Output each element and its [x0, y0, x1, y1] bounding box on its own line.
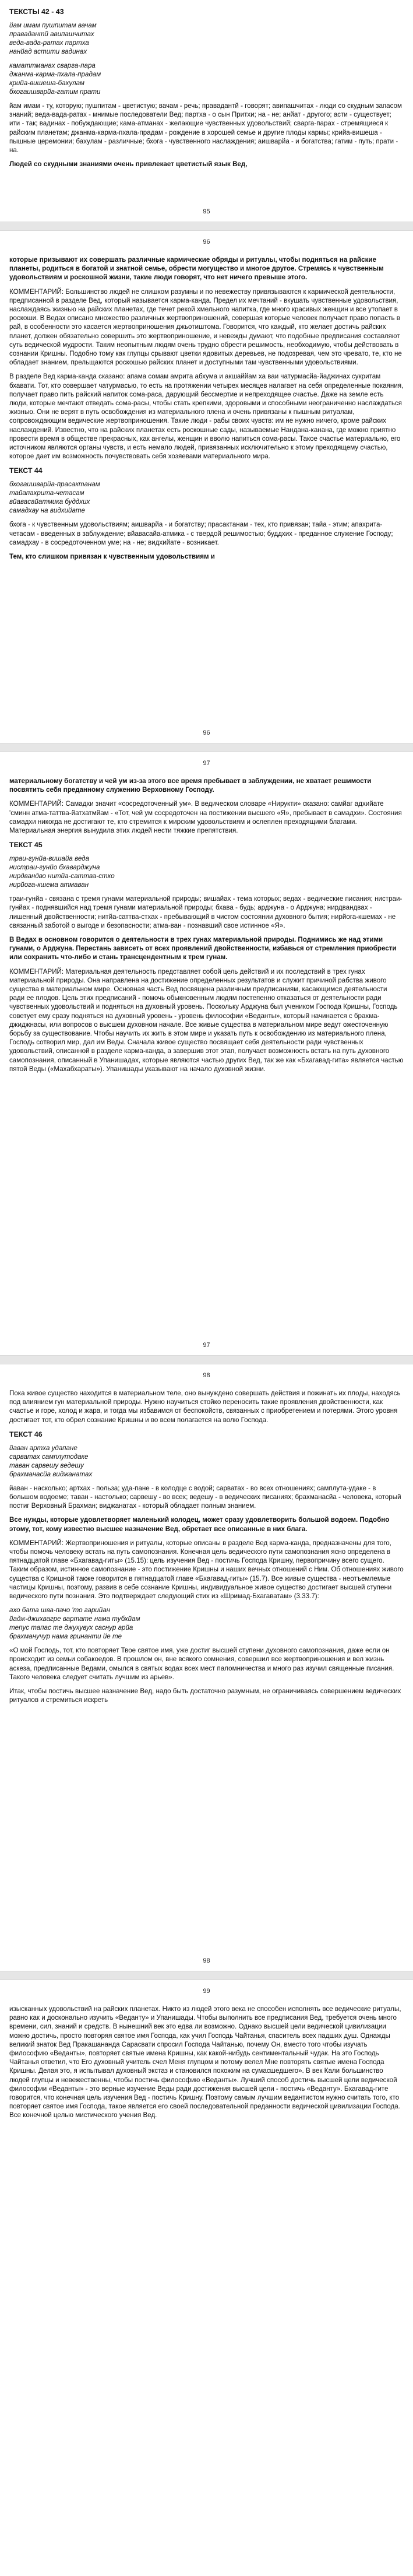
verse-line: нирйога-кшема атмаван — [9, 881, 89, 889]
verse-line: нирдвандво нитйа-саттва-стхо — [9, 872, 115, 880]
book-page-96 — [0, 231, 413, 743]
translation: Тем, кто слишком привязан к чувственным удовольствиям и — [9, 553, 215, 561]
book-page-98 — [0, 1364, 413, 1971]
translation-continued: материальному богатству и чей ум из-за этого все время пребывает в заблуждении, не хватает решимости посвятить себя преданному служению Верховному Господу. — [9, 777, 372, 794]
sanskrit-verse — [9, 480, 404, 515]
page-number: 97 — [203, 760, 210, 767]
verse-line: бхогаишварйа-гатим прати — [9, 88, 101, 96]
section-heading: ТЕКСТ 44 — [9, 466, 43, 475]
verse-line: ахо бата шва-пачо 'то гарийан — [9, 1606, 111, 1615]
commentary-paragraph: «О мой Господь, тот, кто повторяет Твое святое имя, уже достиг высшей ступени духовного самопознания, даже если он происходит из семьи собакоедов. В прошлом он, вне всякого сомнения, совершил все жертвоприношения и вел жизнь аскеза, предписанные Ведами, омылся в святых водах всех мест паломничества и много раз изучил священные писания. Такого человека следует считать лучшим из арьев». — [9, 1647, 394, 1681]
verse-line: каматтманах сварга-пара — [9, 62, 96, 69]
verse-line: брахманасйа виджанатах — [9, 1470, 93, 1478]
verse-line: нистраи-гунйо бхаварджуна — [9, 864, 100, 872]
page-number-footer: 98 — [203, 1957, 210, 1964]
page-separator — [0, 743, 413, 752]
sanskrit-verse — [9, 21, 404, 56]
verse-line: правадантй авипашчитах — [9, 30, 94, 38]
word-for-word: йам имам - ту, которую; пушпитам - цветистую; вачам - речь; правадантй - говорят; авипашчитах - люди со скудным запасом знаний; веда-вада-ратах - мнимые последователи Вед; партха - о сын Притхи; на - не; анйат - другого; асти - существует; ити - так; вадинах - побуждающие; кама-атманах - желающие чувственных удовольствий; сварга-парах - стремящиеся к райским планетам; джанма-карма-пхала-прадам - рождение в хорошей семье и другие плоды кармы; крийа-вишеша - пышные церемонии; бахулам - различные; бхога - чувственного наслаждения; аишварйа - и богатства; гатим - путь; прати - на. — [9, 102, 402, 155]
page-number-footer: 97 — [203, 1342, 210, 1349]
page-separator — [0, 1971, 413, 1980]
verse-line: траи-гунйа-вишайа веда — [9, 855, 90, 863]
verse-line: крийа-вишеша-бахулам — [9, 79, 84, 87]
verse-line: бхогаишварйа-прасактанам — [9, 480, 100, 489]
commentary-paragraph: Пока живое существо находится в материальном теле, оно вынуждено совершать действия и пожинать их плоды, находясь под влиянием гун материальной природы. Нужно научиться стойко переносить такие проявления двойственности, как счастье и горе, холод и жара, и тогда мы избавимся от беспокойств, связанных с приобретением и потерями. Этого уровня достигает тот, кто обрел сознание Кришны и во всем полагается на волю Господа. — [9, 1389, 401, 1424]
word-for-word: траи-гунйа - связана с тремя гунами материальной природы; вишайах - тема которых; ведах - ведические писания; нистраи-гунйах - поднявшийся над тремя гунами материальной природы; бхава - будь; арджуна - о Арджуна; нирдвандвах - лишенный двойственности; нитйа-саттва-стхах - пребывающий в чистом состоянии духовного бытия; нирйога-кшемах - не связанный заботой о выгоде и безопасности; атма-ван - познавший свое истинное «Я». — [9, 895, 403, 929]
word-for-word: йаван - насколько; артхах - польза; уда-пане - в колодце с водой; сарватах - во всех отношениях; самплута-удаке - в большом водоеме; таван - настолько; сарвешу - во всех; ведешу - в ведических писаниях; брахманасйа - человека, который постиг Верховный Брахман; виджанатах - который обладает полным знанием. — [9, 1484, 401, 1510]
commentary-paragraph: В разделе Вед карма-канда сказано: апама сомам амрита абхума и акшаййам ха ваи чатурмасйа-йаджинах сукритам бхавати. Тот, кто совершает чатурмасью, то есть на протяжении четырех месяцев налагает на себя определенные покаяния, получает право пить райский напиток сома-раса, дарующий бессмертие и непреходящее счастье. Даже на земле есть люди, которые мечтают отведать сома-расы, чтобы стать крепкими, здоровыми и способными неограниченно наслаждаться жизнью. Они не верят в путь освобождения из материального плена и очень привязаны к пышным ритуалам, сопровождающим ведические жертвоприношения. Такие люди - рабы своих чувств: им не нужно ничего, кроме райских наслаждений. Известно, что на райских планетах есть роскошные сады, называемые Нандана-канана, где можно приятно провести время в обществе прекрасных, как ангелы, женщин и вволю напиться сома-расы. Такое счастье материально, его источником являются органы чувств, и есть немало людей, привязанных исключительно к этому преходящему счастью, которое дает им возможность почувствовать себя хозяевами материального мира. — [9, 373, 404, 461]
verse-line: нанйад астити вадинах — [9, 48, 87, 55]
commentary-paragraph: КОММЕНТАРИЙ: Самадхи значит «сосредоточенный ум». В ведическом словаре «Нирукти» сказано: самйаг адхийате 'сминн атма-таттва-йатхатмйам - «Тот, чей ум сосредоточен на постижении высшего «Я», пребывает в самадхи». Состояния самадхи никогда не достигают те, кто стремится к мирским удовольствиям и ослеплен преходящими благами. Материальная энергия вынудила этих людей нести тяжкие препятствия. — [9, 800, 402, 835]
verse-line: самадхау на видхийате — [9, 507, 85, 515]
verse-line: веда-вада-ратах партха — [9, 39, 89, 47]
commentary-paragraph: КОММЕНТАРИЙ: Большинство людей не слишком разумны и по невежеству привязываются к кармической деятельности, предписанной в разделе Вед, который называется карма-канда. Предел их мечтаний - вкушать чувственные удовольствия, наслаждаясь жизнью на райских планетах, где течет рекой хмельного напитка, где много красивых женщин и все утопает в роскоши. В Ведах описано множество различных жертвоприношений, совершая которые человек получает право попасть в рай, в особенности это касается жертвоприношения джьотиштома. Говорится, что каждый, кто желает достичь райских планет, должен обязательно совершить это жертвоприношение, и невежды думают, что подобные предписания составляют суть ведической мудрости. Таким неопытным людям очень трудно обрести решимость, необходимую, чтобы действовать в сознании Кришны. Подобно тому как глупцы срывают цветки ядовитых деревьев, не подозревая, чем это чревато, те, кто не обладает знанием, прельщаются роскошью райских планет и доступными там чувственными удовольствиями. — [9, 287, 402, 367]
word-for-word: бхога - к чувственным удовольствиям; аишварйа - и богатству; прасактанам - тех, кто привязан; тайа - этим; апахрита-четасам - введенных в заблуждение; вйавасайа-атмика - с твердой решимостью; буддхих - преданное служение Господу; самадхау - в сосредоточенном уме; на - не; видхийате - возникает. — [9, 521, 393, 546]
page-separator — [0, 222, 413, 231]
section-heading: ТЕКСТЫ 42 - 43 — [9, 8, 64, 16]
book-page-95 — [0, 0, 413, 222]
verse-line: джанма-карма-пхала-прадам — [9, 71, 101, 78]
translation: Все нужды, которые удовлетворяет маленький колодец, может сразу удовлетворить большой водоем. Подобно этому, тот, кому известно высшее назначение Вед, обретает все описанные в них блага. — [9, 1516, 390, 1533]
book-page-97 — [0, 752, 413, 1355]
verse-line: брахманучур нама гринанти йе те — [9, 1633, 122, 1641]
verse-line: тайапахрита-четасам — [9, 489, 84, 497]
commentary-paragraph: Итак, чтобы постичь высшее назначение Вед, надо быть достаточно разумным, не ограничиваясь совершением ведических ритуалов и стремиться искреть — [9, 1687, 401, 1704]
book-page-99 — [0, 1980, 413, 2576]
page-number: 99 — [203, 1988, 210, 1995]
verse-line: сарватах самплутодаке — [9, 1452, 89, 1461]
verse-line: йаван артха удапане — [9, 1444, 77, 1452]
section-heading: ТЕКСТ 46 — [9, 1430, 43, 1438]
page-number-footer: 96 — [203, 729, 210, 736]
translation-continued: которые призывают их совершать различные кармические обряды и ритуалы, чтобы подняться на райские планеты, родиться в богатой и знатной семье, обрести могущество и многое другое. Стремясь к чувственным удовольствиям и роскошной жизни, такие люди говорят, что нет ничего превыше этого. — [9, 256, 384, 282]
quoted-verse — [9, 1606, 404, 1641]
section-heading: ТЕКСТ 45 — [9, 841, 43, 850]
commentary-paragraph: КОММЕНТАРИЙ: Материальная деятельность представляет собой цель действий и их последствий в трех гунах материальной природы. Она направлена на достижение определенных результатов и служит причиной рабства живого существа в материальном мире. Основная часть Вед посвящена различным предписаниям, касающимся деятельности ради ее плодов. Цель этих предписаний - помочь обыкновенным людям постепенно отказаться от деятельности ради чувственных удовольствий и подняться на духовный уровень. Поскольку Арджуна был учеником Господа Кришны, Господь советует ему сразу подняться на духовный уровень - уровень философии «Веданты», который начинается с брахма-джиджнасы, или вопросов о высшем духовном начале. Все живые существа в материальном мире ведут ожесточенную борьбу за существование. Чтобы научить их жить в этом мире и указать путь к освобождению из материального плена, Господь сотворил мир, дал им Веды. Сначала живое существо посвящает себя деятельности ради чувственных удовольствий, описанной в разделе карма-канда, а завершив этот этап, получает возможность встать на путь духовного самопознания, описанный в Упанишадах, которые являются частью других Вед, так же как «Бхагавад-гита» является частью пятой Веды («Махабхараты»). Упанишады указывают на начало духовной жизни. — [9, 967, 404, 1073]
verse-line: йадж-джихвагре вартате нама тубхйам — [9, 1615, 140, 1623]
page-number: 98 — [203, 1372, 210, 1379]
verse-line: тепус тапас те джухувух саснур арйа — [9, 1624, 133, 1632]
verse-line: вйавасайатмика буддхих — [9, 498, 90, 506]
translation: В Ведах в основном говорится о деятельности в трех гунах материальной природы. Поднимись же над этими гунами, о Арджуна. Перестань зависеть от всех проявлений двойственности, избавься от стремления приобрести или сохранить что-либо и стань трансцендентным к трем гунам. — [9, 936, 397, 961]
commentary-paragraph: КОММЕНТАРИЙ: Жертвоприношения и ритуалы, которые описаны в разделе Вед карма-канда, предназначены для того, чтобы помочь человеку встать на путь самопознания. Конечная цель ведического пути самопознания ясно определена в пятнадцатой главе «Бхагавад-гиты» (15.15): цель изучения Вед - постичь Господа Кришну, первопричину всего сущего. Таким образом, истинное самопознание - это постижение Кришны и наших вечных отношений с Ним. Об отношениях живого существа с Кришной также говорится в пятнадцатой главе «Бхагавад-гиты» (15.7). Все живые существа - неотъемлемые частицы Кришны, поэтому, развив в себе сознание Кришны, индивидуальное живое существо достигает высшей ступени ведического пути познания. Это подтверждает следующий стих из «Шримад-Бхагаватам» (3.33.7): — [9, 1539, 404, 1601]
translation: Людей со скудными знаниями очень привлекает цветистый язык Вед, — [9, 160, 248, 169]
page-separator — [0, 1355, 413, 1364]
sanskrit-verse — [9, 1444, 404, 1479]
verse-line: йам имам пушпитам вачам — [9, 22, 97, 29]
sanskrit-verse — [9, 854, 404, 889]
page-number: 96 — [203, 238, 210, 245]
sanskrit-verse-2 — [9, 61, 404, 96]
page-number: 95 — [203, 208, 210, 215]
commentary-paragraph: изысканных удовольствий на райских планетах. Никто из людей этого века не способен исполнять все ведические ритуалы, равно как и досконально изучить «Веданту» и Упанишады. Чтобы выполнить все предписания Вед, требуется очень много времени, сил, знаний и средств. В нынешний век это едва ли возможно. Однако высшей цели ведической цивилизации можно достичь, просто повторяя святое имя Господа, как учил Господь Чайтанья, спаситель всех падших душ. Однажды великий знаток Вед Пракашананда Сарасвати спросил Господа Чайтанью, почему Он, вместо того чтобы изучать философию «Веданты», повторяет святые имена Кришны, как какой-нибудь сентиментальный чудак. На это Господь Чайтанья ответил, что Его духовный учитель счел Меня глупцом и потому велел Мне повторять святые имена Господа Кришны. Делая это, я испытывал духовный экстаз и становился похожим на сумасшедшего». В век Кали большинство людей глупцы и невежественны, чтобы постичь философию «Веданты». Лучший способ достичь высшей цели ведической философии «Веданты» - это верные изучение Веды ради достижения высшей цели - постичь «Веданту». Бхагавад-гите говорится, что конечная цель изучения Вед - постичь Кришну. Поэтому самым лучшим ведантистом нужно считать того, кто повторяет святое имя Господа, такое является его своей последовательной преданности ведической цивилизации Господа. Все конечной целью мистического учения Вед. — [9, 2005, 401, 2119]
verse-line: таван сарвешу ведешу — [9, 1461, 84, 1469]
